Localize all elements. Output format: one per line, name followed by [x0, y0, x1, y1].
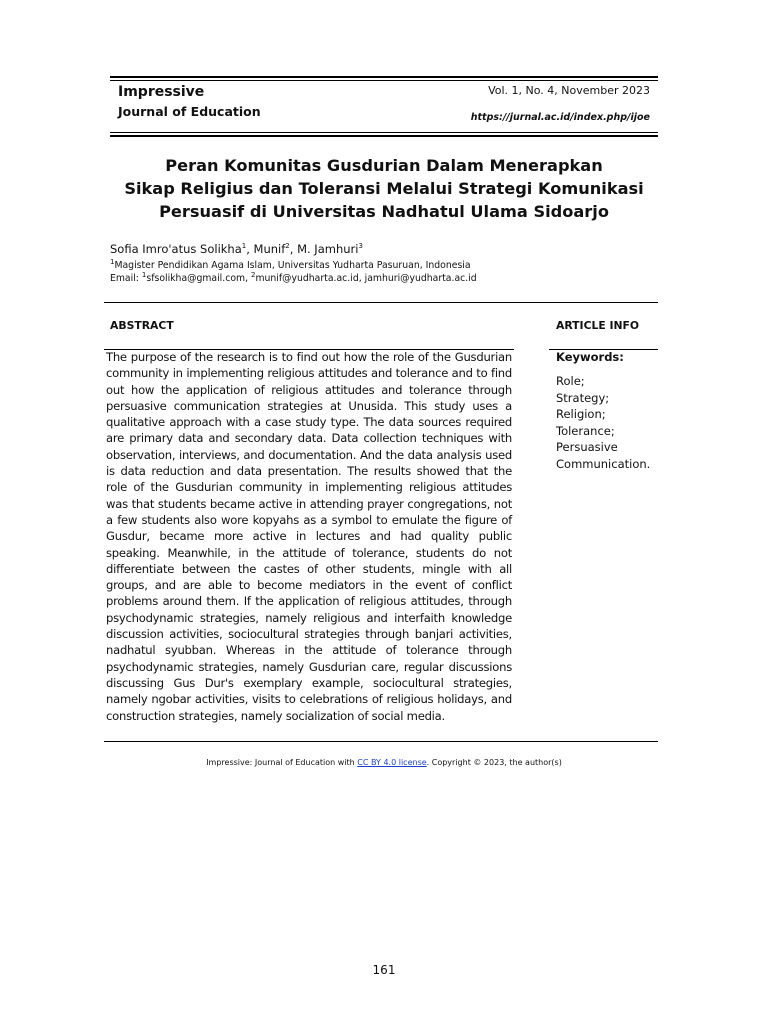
email-line: [110, 270, 477, 284]
keyword-item: Tolerance;: [556, 423, 615, 438]
journal-name: Impressive: [118, 84, 205, 100]
header-rule-bottom-thin: [110, 132, 658, 133]
title-line: Persuasif di Universitas Nadhatul Ulama Sidoarjo: [159, 202, 609, 221]
title-line: Sikap Religius dan Toleransi Melalui Strategi Komunikasi: [124, 179, 644, 198]
article-info-heading: ARTICLE INFO: [556, 319, 640, 332]
header-rule-top: [110, 76, 658, 78]
affiliation-text: Magister Pendidikan Agama Islam, Universitas Yudharta Pasuruan, Indonesia: [114, 260, 471, 271]
abstract-block-top-rule: [104, 302, 658, 303]
license-link[interactable]: CC BY 4.0 license: [357, 758, 427, 767]
keywords-list: [556, 373, 650, 472]
keywords-label: Keywords:: [556, 350, 624, 364]
email-address: sfsolikha@gmail.com,: [146, 273, 251, 284]
volume-info: Vol. 1, No. 4, November 2023: [488, 84, 650, 97]
header-rule-bottom: [110, 135, 658, 137]
author-superscript: 2: [285, 242, 290, 251]
affiliation-superscript: 1: [110, 257, 115, 266]
license-prefix: Impressive: Journal of Education with: [206, 758, 358, 767]
paper-title: [110, 154, 658, 223]
journal-subtitle: Journal of Education: [118, 104, 261, 119]
keyword-item: Role;: [556, 374, 585, 388]
email-prefix: Email:: [110, 273, 142, 284]
author-name: M. Jamhuri: [297, 242, 359, 256]
header-rule-top-thin: [110, 80, 658, 81]
email-address: munif@yudharta.ac.id, jamhuri@yudharta.ac.id: [255, 273, 477, 284]
keyword-item: Persuasive: [556, 440, 618, 454]
keyword-item: Strategy;: [556, 390, 610, 405]
keyword-item: Communication.: [556, 456, 651, 471]
author-separator: ,: [246, 242, 254, 256]
author-superscript: 3: [358, 242, 363, 251]
author-name: Sofia Imro'atus Solikha: [110, 242, 242, 256]
keyword-item: Religion;: [556, 407, 606, 421]
author-name: Munif: [253, 242, 286, 256]
author-separator: ,: [289, 242, 298, 256]
journal-url: https://jurnal.ac.id/index.php/ijoe: [470, 112, 650, 123]
license-line: [0, 758, 768, 767]
abstract-block-bottom-rule: [104, 741, 658, 742]
author-superscript: 1: [241, 242, 247, 251]
abstract-paragraph: The purpose of the research is to find out how the role of the Gusdurian community in implementing religious attitudes and tolerance and to find out how the application of religious attitudes and tolerance through persuasive communication strategies at Unusida. This study uses a qualitative approach with a case study type. The data sources required are primary data and secondary data. Data collection techniques with observation, interviews, and documentation. And the data analysis used is data reduction and data presentation. The results showed that the role of the Gusdurian community in implementing religious attitudes was that students became active in attending prayer congregations, not a few students also wore kopyahs as a symbol to emulate the figure of Gusdur, became more active in lectures and had quality public speaking. Meanwhile, in the attitude of tolerance, students do not differentiate between the castes of other students, mingle with all groups, and are able to become mediators in the event of conflict problems around them. If the application of religious attitudes, through psychodynamic strategies, namely religious and interfaith knowledge discussion activities, sociocultural strategies through banjari activities, nadhatul syubban. Whereas in the attitude of tolerance through psychodynamic strategies, namely Gusdurian care, regular discussions discussing Gus Dur's exemplary example, sociocultural strategies, namely ngobar activities, visits to celebrations of religious holidays, and construction strategies, namely socialization of social media.: [106, 350, 512, 723]
license-suffix: . Copyright © 2023, the author(s): [426, 758, 562, 767]
affiliation: [110, 257, 471, 271]
email-superscript: 2: [251, 270, 256, 279]
abstract-body: [106, 349, 512, 724]
email-superscript: 1: [141, 270, 147, 279]
page-number: 161: [372, 963, 396, 977]
author-list: [110, 242, 363, 256]
title-line: Peran Komunitas Gusdurian Dalam Menerapkan: [165, 156, 603, 175]
abstract-heading: ABSTRACT: [110, 319, 174, 332]
